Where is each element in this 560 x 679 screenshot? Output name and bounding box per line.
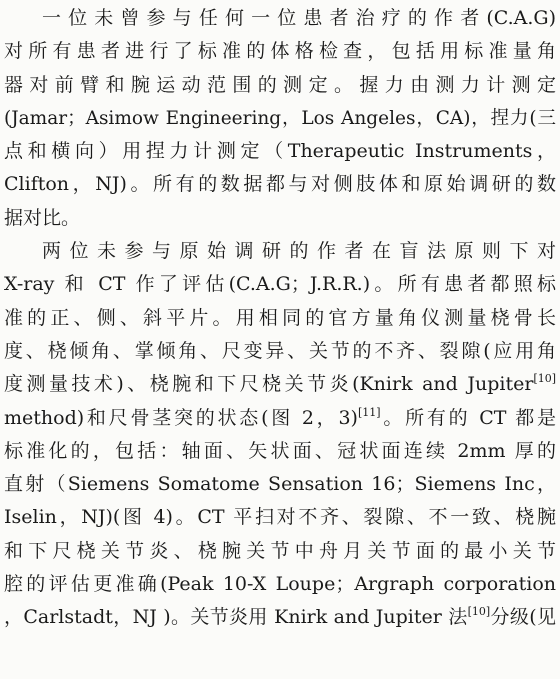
text-line: (Jamar；Asimow Engineering，Los Angeles，CA)，捏力(三 — [4, 107, 556, 129]
text-line: 器对前臂和腕运动范围的测定。握力由测力计测定 — [4, 73, 556, 96]
line-text-tail: 分级(见 — [490, 606, 556, 629]
text-line: 度、桡倾角、掌倾角、尺变异、关节的不齐、裂隙(应用角 — [4, 339, 556, 362]
text-line: 对所有患者进行了标准的体格检查，包括用标准量角 — [4, 40, 556, 63]
citation-ref: [11] — [357, 405, 381, 419]
text-line — [4, 402, 556, 435]
text-line: 准的正、侧、斜平片。用相同的官方量角仪测量桡骨长 — [4, 306, 556, 329]
line-text: 度测量技术)、桡腕和下尺桡关节炎(Knirk and Jupiter — [4, 373, 534, 396]
text-line: 直射（Siemens Somatome Sensation 16；Siemens Inc， — [4, 473, 556, 496]
text-line: 和下尺桡关节炎、桡腕关节中舟月关节面的最小关节 — [4, 539, 556, 562]
text-line: 两位未参与原始调研的作者在盲法原则下对 — [42, 240, 556, 263]
text-line: 一位未曾参与任何一位患者治疗的作者(C.A.G) — [42, 7, 556, 29]
text-line: X-ray 和 CT 作了评估(C.A.G；J.R.R.)。所有患者都照标 — [4, 273, 556, 296]
citation-ref: [10] — [467, 605, 491, 619]
text-line: Iselin，NJ)(图 4)。CT 平扫对不齐、裂隙、不一致、桡腕 — [4, 506, 556, 529]
text-line: 据对比。 — [4, 206, 81, 229]
citation-ref: [10] — [533, 372, 556, 386]
text-line: 标准化的，包括：轴面、矢状面、冠状面连续 2mm 厚的 — [4, 439, 556, 462]
line-text: method)和尺骨茎突的状态(图 2，3) — [4, 406, 358, 429]
text-line: 腔的评估更准确(Peak 10-X Loupe；Argraph corporation — [4, 573, 556, 596]
paragraph-1 — [4, 2, 556, 235]
paragraph-2 — [4, 235, 556, 635]
text-line: 点和横向）用捏力计测定（Therapeutic Instruments， — [4, 140, 556, 163]
line-text-tail: 。所有的 CT 都是 — [380, 406, 556, 429]
line-text: ，Carlstadt，NJ )。关节炎用 Knirk and Jupiter 法 — [4, 606, 468, 629]
text-line: Clifton，NJ)。所有的数据都与对侧肢体和原始调研的数 — [4, 173, 556, 196]
text-line — [4, 601, 556, 634]
text-line — [4, 368, 556, 401]
